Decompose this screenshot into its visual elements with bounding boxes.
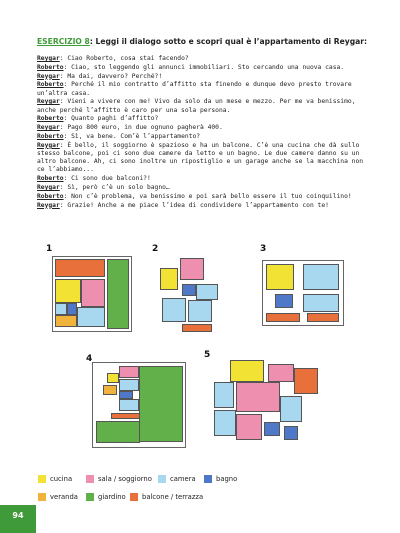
legend-item-veranda — [38, 493, 78, 501]
room-veranda — [55, 315, 77, 327]
speaker-name: Reygar — [37, 98, 60, 106]
legend-label: cucina — [50, 475, 73, 483]
floor-plan-3 — [262, 260, 344, 326]
room-camera — [214, 382, 234, 408]
room-giardino — [139, 366, 183, 442]
line-text: : Non c’è problema, va benissimo e poi sarà bello essere il tuo coinquilino! — [63, 192, 352, 200]
legend-item-balcone — [130, 493, 203, 501]
legend-item-giardino — [86, 493, 126, 501]
speaker-name: Roberto — [37, 175, 64, 183]
room-bagno — [67, 303, 77, 315]
line-text: : Sì, però c’è un solo bagno… — [59, 183, 170, 191]
plan-number-1: 1 — [46, 244, 53, 254]
room-camera — [55, 303, 67, 315]
line-text: : Vieni a vivere con me! Vivo da solo da un mese e mezzo. Per me va benissimo, anche perché l’affitto è caro per una sola persona. — [37, 98, 356, 114]
room-sala — [81, 279, 105, 307]
room-bagno — [264, 422, 280, 436]
swatch — [204, 475, 212, 483]
line-text: : Ci sono due balconi?! — [63, 175, 151, 183]
room-sala — [268, 364, 294, 382]
speaker-name: Reygar — [37, 141, 60, 149]
line-text: : Sì, va bene. Com’è l’appartamento? — [63, 132, 201, 140]
room-sala — [236, 382, 280, 412]
swatch — [86, 475, 94, 483]
room-balcone — [111, 413, 141, 419]
room-balcone — [266, 313, 300, 322]
legend-label: bagno — [216, 475, 238, 483]
line-text: : Ma dai, davvero? Perché?! — [59, 72, 163, 80]
speaker-name: Roberto — [37, 81, 64, 89]
speaker-name: Reygar — [37, 183, 60, 191]
room-cucina — [107, 373, 119, 383]
room-bagno — [182, 284, 196, 296]
color-legend — [38, 475, 338, 505]
line-text: : Perché il mio contratto d’affitto sta finendo e dunque devo presto trovare un’altra casa. — [37, 81, 352, 97]
room-bagno — [119, 391, 133, 399]
room-cucina — [230, 360, 264, 382]
room-cucina — [266, 264, 294, 290]
plan-number-3: 3 — [260, 244, 267, 254]
legend-label: giardino — [98, 493, 126, 501]
swatch — [38, 493, 46, 501]
room-cucina — [160, 268, 178, 290]
room-balcone — [294, 368, 318, 394]
page-number: 94 — [12, 511, 24, 520]
plan-number-2: 2 — [152, 244, 159, 254]
speaker-name: Roberto — [37, 192, 64, 200]
room-bagno — [275, 294, 293, 308]
room-camera — [119, 379, 139, 391]
plan-number-4: 4 — [86, 354, 93, 364]
line-text: : Ciao Roberto, cosa stai facendo? — [59, 55, 189, 62]
floor-plan-4 — [92, 362, 186, 448]
room-sala — [119, 366, 139, 378]
legend-item-cucina — [38, 475, 72, 483]
room-camera — [162, 298, 186, 322]
speaker-name: Reygar — [37, 124, 60, 132]
room-balcone — [182, 324, 212, 332]
speaker-name: Roberto — [37, 63, 64, 71]
room-sala — [180, 258, 204, 280]
legend-label: camera — [170, 475, 196, 483]
speaker-name: Reygar — [37, 55, 60, 62]
room-sala — [236, 414, 262, 440]
exercise-instruction: : Leggi il dialogo sotto e scopri qual è l’appartamento di Reygar: — [89, 37, 368, 46]
legend-label: veranda — [50, 493, 78, 501]
room-balcone — [55, 259, 105, 277]
legend-item-bagno — [204, 475, 237, 483]
room-camera — [303, 264, 339, 290]
speaker-name: Roberto — [37, 115, 64, 123]
room-veranda — [103, 385, 117, 395]
exercise-label: ESERCIZIO 8 — [37, 37, 90, 46]
swatch — [86, 493, 94, 501]
room-camera — [280, 396, 302, 422]
line-text: : Grazie! Anche a me piace l’idea di condividere l’appartamento con te! — [59, 201, 329, 209]
room-giardino — [96, 421, 140, 443]
swatch — [158, 475, 166, 483]
room-cucina — [55, 279, 81, 303]
room-camera — [77, 307, 105, 327]
floor-plan-1 — [52, 256, 132, 332]
room-camera — [188, 300, 212, 322]
line-text: : Ciao, sto leggendo gli annunci immobiliari. Sto cercando una nuova casa. — [63, 63, 345, 71]
swatch — [38, 475, 46, 483]
speaker-name: Reygar — [37, 201, 60, 209]
swatch — [130, 493, 138, 501]
line-text: : Quanto paghi d’affitto? — [63, 115, 159, 123]
room-camera — [196, 284, 218, 300]
room-camera — [119, 399, 139, 411]
room-giardino — [107, 259, 129, 329]
legend-item-sala — [86, 475, 152, 483]
room-camera — [214, 410, 236, 436]
room-camera — [303, 294, 339, 312]
room-bagno — [284, 426, 298, 440]
legend-label: balcone / terrazza — [142, 493, 204, 501]
room-balcone — [307, 313, 339, 322]
legend-label: sala / soggiorno — [98, 475, 152, 483]
speaker-name: Reygar — [37, 72, 60, 80]
line-text: : È bello, il soggiorno è spazioso e ha un balcone. C’è una cucina che dà sullo stesso balcone, poi ci sono due camere da letto e un bagno. Le due camere danno su un altro balcone. Ah, ci sono inoltre un ripostiglio e un garage anche se la macchina non ce l’abbiamo... — [37, 141, 364, 174]
legend-item-camera — [158, 475, 196, 483]
line-text: : Pago 800 euro, in due ognuno pagherà 400. — [59, 124, 223, 132]
floor-plan-5 — [214, 360, 324, 452]
speaker-name: Roberto — [37, 132, 64, 140]
floor-plan-2 — [160, 258, 220, 334]
plan-number-5: 5 — [204, 350, 211, 360]
